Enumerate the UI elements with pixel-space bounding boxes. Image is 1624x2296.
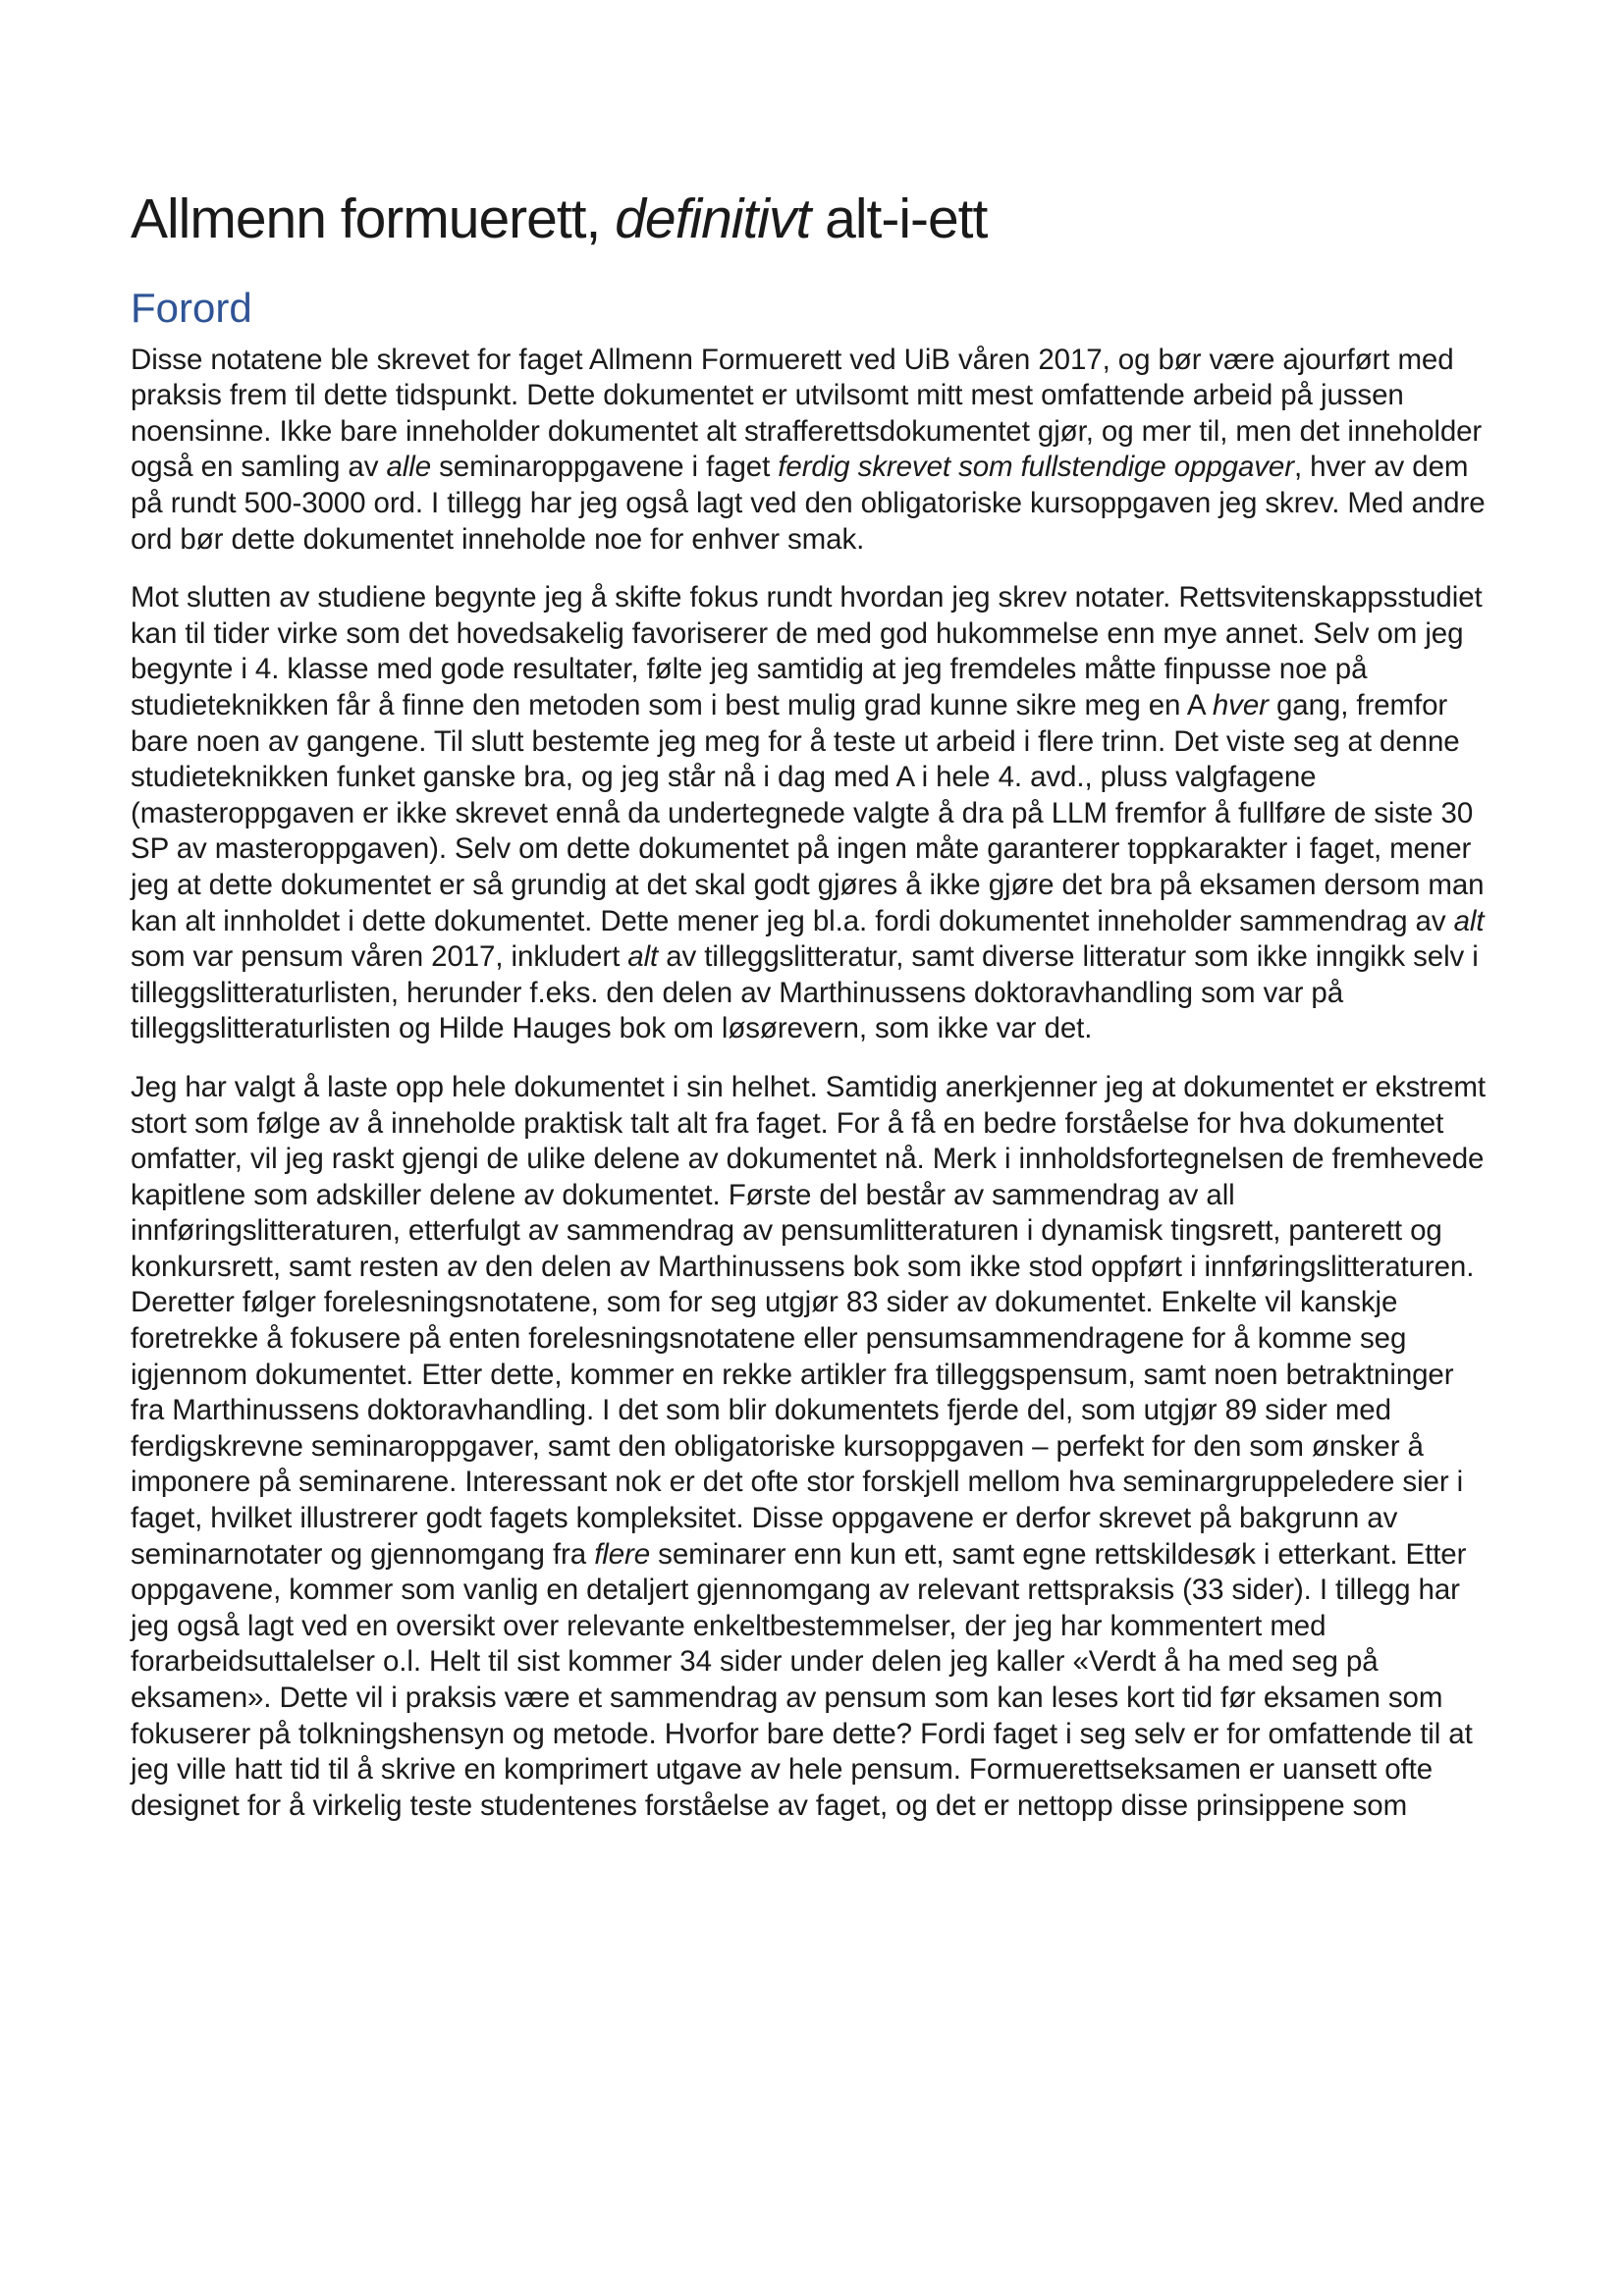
text-run: Mot slutten av studiene begynte jeg å skifte fokus rundt hvordan jeg skrev notater. Rettsvitenskappsstudiet kan til tider virke som det hovedsakelig favoriserer de med god hukommelse enn mye annet. Selv om jeg begynte i 4. klasse med gode resultater, følte jeg samtidig at jeg fremdeles måtte finpusse noe på studieteknikken får å finne den metoden som i best mulig grad kunne sikre meg en A [131,581,1483,721]
document-title [131,185,1494,254]
text-run: alt-i-ett [810,187,988,250]
text-run: ferdig skrevet som fullstendige oppgaver [778,451,1294,484]
text-run: hver [1212,688,1269,721]
text-run: alt [627,940,659,974]
paragraph [131,580,1494,1047]
text-run: alt [1453,904,1485,937]
text-run: gang, fremfor bare noen av gangene. Til slutt bestemte jeg meg for å teste ut arbeid i flere trinn. Det viste seg at denne studieteknikken funket ganske bra, og jeg står nå i dag med A i hele 4. avd., pluss valgfagene (masteroppgaven er ikke skrevet ennå da undertegnede valgte å dra på LLM fremfor å fullføre de siste 30 SP av masteroppgaven). Selv om dette dokumentet på ingen måte garanterer toppkarakter i faget, mener jeg at dette dokumentet er så grundig at det skal godt gjøres å ikke gjøre det bra på eksamen dersom man kan alt innholdet i dette dokumentet. Dette mener jeg bl.a. fordi dokumentet inneholder sammendrag av [131,688,1485,937]
document-body [131,343,1494,1825]
text-run: alle [386,451,432,484]
text-run: seminarer enn kun ett, samt egne rettskildesøk i etterkant. Etter oppgavene, kommer som vanlig en detaljert gjennomgang av relevant rettspraksis (33 sider). I tillegg har jeg også lagt ved en oversikt over relevante enkeltbestemmelser, der jeg har kommentert med forarbeidsuttalelser o.l. Helt til sist kommer 34 sider under delen jeg kaller «Verdt å ha med seg på eksamen». Dette vil i praksis være et sammendrag av pensum som kan leses kort tid før eksamen som fokuserer på tolkningshensyn og metode. Hvorfor bare dette? Fordi faget i seg selv er for omfattende til at jeg ville hatt tid til å skrive en komprimert utgave av hele pensum. Formuerettseksamen er uansett ofte designet for å virkelig teste studentenes forståelse av faget, og det er nettopp disse prinsippene som [131,1537,1473,1822]
text-run: Jeg har valgt å laste opp hele dokumentet i sin helhet. Samtidig anerkjenner jeg at dokumentet er ekstremt stort som følge av å inneholde praktisk talt alt fra faget. For å få en bedre forståelse for hva dokumentet omfatter, vil jeg raskt gjengi de ulike delene av dokumentet nå. Merk i innholdsfortegnelsen de fremhevede kapitlene som adskiller delene av dokumentet. Første del består av sammendrag av all innføringslitteraturen, etterfulgt av sammendrag av pensumlitteraturen i dynamisk tingsrett, panterett og konkursrett, samt resten av den delen av Marthinussens bok som ikke stod oppført i innføringslitteraturen. Deretter følger forelesningsnotatene, som for seg utgjør 83 sider av dokumentet. Enkelte vil kanskje foretrekke å fokusere på enten forelesningsnotatene eller pensumsammendragene for å komme seg igjennom dokumentet. Etter dette, kommer en rekke artikler fra tilleggspensum, samt noen betraktninger fra Marthinussens doktoravhandling. I det som blir dokumentets fjerde del, som utgjør 89 sider med ferdigskrevne seminaroppgaver, samt den obligatoriske kursoppgaven – perfekt for den som ønsker å imponere på seminarene. Interessant nok er det ofte stor forskjell mellom hva seminargruppeledere sier i faget, hvilket illustrerer godt fagets kompleksitet. Disse oppgavene er derfor skrevet på bakgrunn av seminarnotater og gjennomgang fra [131,1070,1486,1571]
text-run: , hver av dem på rundt 500-3000 ord. I tillegg har jeg også lagt ved den obligatoriske kursoppgaven jeg skrev. Med andre ord bør dette dokumentet inneholde noe for enhver smak. [131,451,1486,556]
text-run: flere [594,1537,651,1571]
text-run: av tilleggslitteratur, samt diverse litteratur som ikke inngikk selv i tilleggslitteraturlisten, herunder f.eks. den delen av Marthinussens doktoravhandling som var på tilleggslitteraturlisten og Hilde Hauges bok om løsørevern, som ikke var det. [131,940,1479,1045]
section-heading: Forord [131,285,252,332]
paragraph [131,343,1494,559]
text-run: definitivt [615,187,811,250]
text-run: Allmenn formuerett, [131,187,616,250]
paragraph [131,1070,1494,1824]
text-run: seminaroppgavene i faget [431,451,779,484]
text-run: Disse notatene ble skrevet for faget Allmenn Formuerett ved UiB våren 2017, og bør være ajourført med praksis frem til dette tidspunkt. Dette dokumentet er utvilsomt mitt mest omfattende arbeid på jussen noensinne. Ikke bare inneholder dokumentet alt strafferettsdokumentet gjør, og mer til, men det inneholder også en samling av [131,343,1483,484]
text-run: som var pensum våren 2017, inkludert [131,940,628,974]
